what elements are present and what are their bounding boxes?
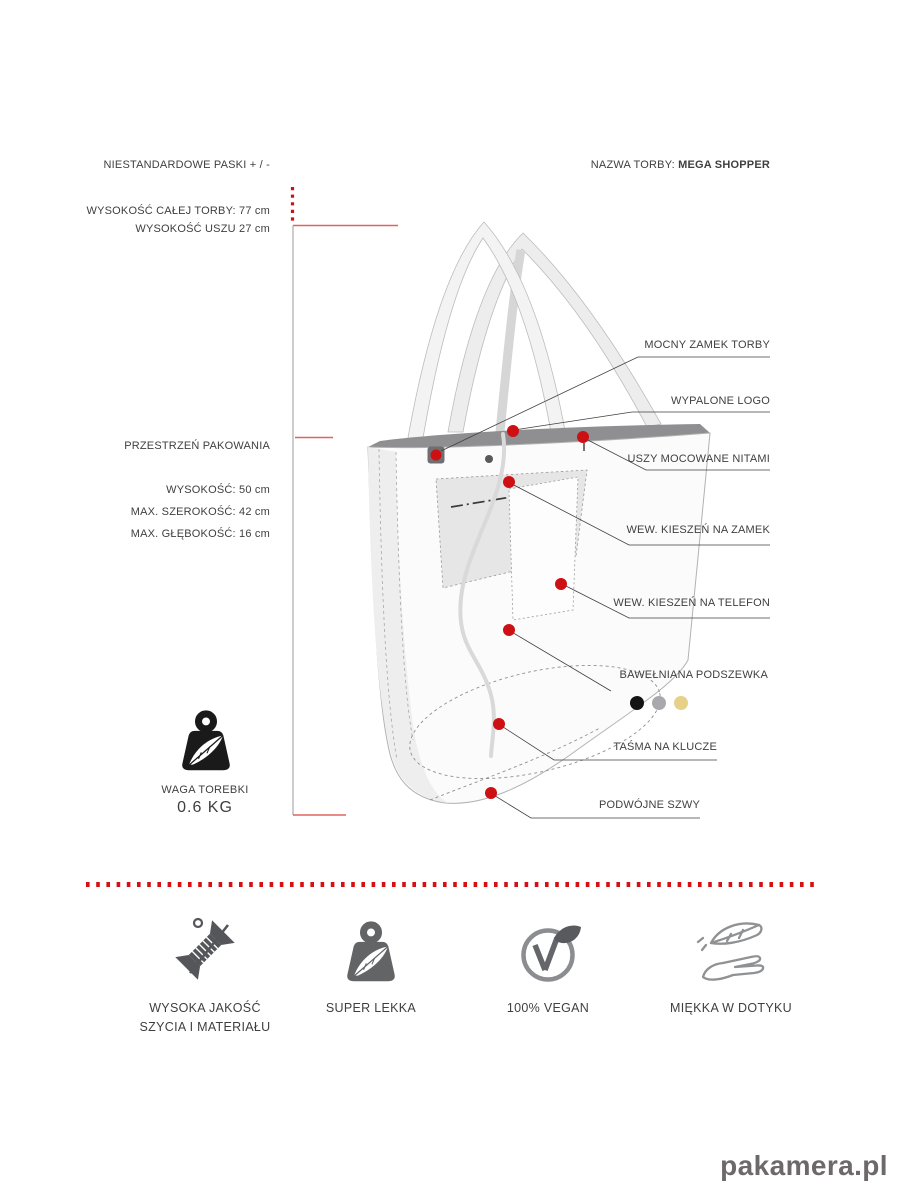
callout-double-seams: PODWÓJNE SZWY	[599, 799, 700, 811]
packing-space-title: PRZESTRZEŃ PAKOWANIA	[124, 440, 270, 452]
vegan-icon	[514, 919, 582, 987]
bag-name-value: MEGA SHOPPER	[678, 159, 770, 171]
handle-height-label: WYSOKOŚĆ USZU 27 cm	[135, 223, 270, 235]
phone-pocket	[509, 477, 578, 620]
bag-name-label: NAZWA TORBY:	[590, 159, 679, 171]
packing-max-depth: MAX. GŁĘBOKOŚĆ: 16 cm	[130, 528, 270, 540]
lining-swatch-gray	[652, 696, 666, 710]
custom-straps-note: NIESTANDARDOWE PASKI + / -	[103, 159, 270, 171]
packing-max-width: MAX. SZEROKOŚĆ: 42 cm	[130, 506, 270, 518]
callout-rivets: USZY MOCOWANE NITAMI	[627, 453, 770, 465]
callout-logo: WYPALONE LOGO	[671, 395, 770, 407]
burned-logo-mark	[485, 455, 493, 463]
feature-soft-touch	[636, 915, 826, 1018]
bag-weight-label: WAGA TOREBKI	[161, 784, 249, 796]
bag-drawing	[368, 222, 710, 803]
feature-soft-touch-label: MIĘKKA W DOTYKU	[670, 1001, 792, 1015]
callout-zip-pocket: WEW. KIESZEŃ NA ZAMEK	[626, 524, 770, 536]
bag-name	[591, 159, 770, 171]
callout-lining: BAWEŁNIANA PODSZEWKA	[619, 669, 768, 681]
bag-weight-value: 0.6 KG	[177, 799, 233, 816]
feature-lightweight-label: SUPER LEKKA	[325, 1001, 417, 1015]
lining-swatch-black	[630, 696, 644, 710]
brand-logo: pakamera.pl	[720, 1150, 888, 1181]
feature-quality-label-line2: SZYCIA I MATERIAŁU	[139, 1020, 271, 1034]
packing-height: WYSOKOŚĆ: 50 cm	[166, 484, 270, 496]
bag-weight	[130, 784, 280, 817]
feature-quality-label-line1: WYSOKA JAKOŚĆ	[149, 1001, 261, 1015]
lightweight-icon	[341, 921, 401, 987]
soft-touch-icon	[689, 917, 773, 987]
feature-vegan	[453, 915, 643, 1018]
bag-weight-icon	[176, 710, 236, 776]
feature-vegan-label: 100% VEGAN	[506, 1001, 590, 1015]
feature-quality	[110, 915, 300, 1037]
feature-lightweight	[276, 915, 466, 1018]
lining-color-swatches	[630, 696, 688, 710]
callout-key-tape: TAŚMA NA KLUCZE	[613, 741, 717, 753]
packing-space-dimensions	[131, 479, 270, 545]
sewing-thread-icon	[168, 913, 242, 987]
lining-swatch-beige	[674, 696, 688, 710]
callout-zipper: MOCNY ZAMEK TORBY	[644, 339, 770, 351]
callout-phone-pocket: WEW. KIESZEŃ NA TELEFON	[613, 597, 770, 609]
total-height-label: WYSOKOŚĆ CAŁEJ TORBY: 77 cm	[86, 205, 270, 217]
